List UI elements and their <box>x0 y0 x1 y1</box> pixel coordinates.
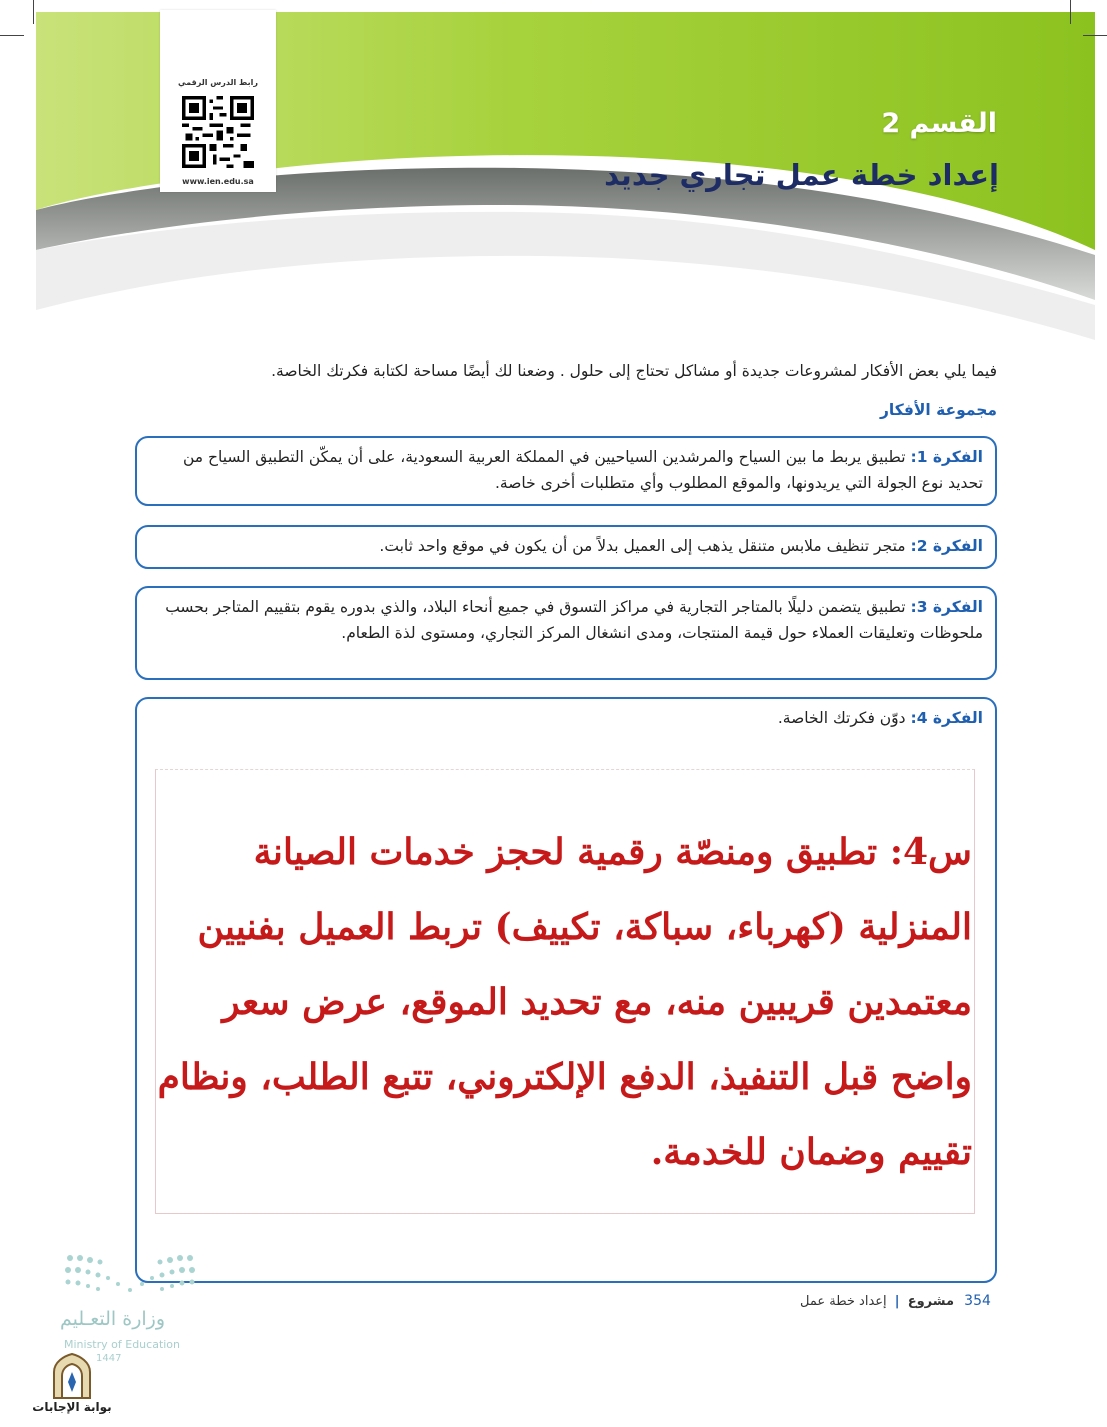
footer-chapter: إعداد خطة عمل <box>800 1294 887 1309</box>
crop-mark <box>1070 0 1071 24</box>
footer-separator: | <box>894 1294 900 1309</box>
portal-text: بوابة الإجابات <box>32 1400 112 1414</box>
section-label: القسم 2 <box>881 108 997 139</box>
crop-mark <box>33 0 34 24</box>
idea-text: تطبيق يربط ما بين السياح والمرشدين السياحيين في المملكة العربية السعودية، على أن يمكّن التطبيق السياح من تحديد نوع الجولة التي يريدونها، والموقع المطلوب وأي متطلبات أخرى خاصة. <box>182 448 983 492</box>
ideas-heading: مجموعة الأفكار <box>879 401 997 419</box>
idea-label: الفكرة 2: <box>910 537 983 555</box>
idea-label: الفكرة 4: <box>910 709 983 727</box>
page-footer <box>800 1293 991 1309</box>
crop-mark <box>1083 35 1107 36</box>
page-title: إعداد خطة عمل تجاري جديد <box>604 158 999 192</box>
ministry-dots-icon <box>60 1248 200 1308</box>
portal-watermark <box>32 1352 112 1424</box>
ministry-name-en: Ministry of Education <box>64 1338 181 1351</box>
idea-box-1 <box>135 436 997 506</box>
answer-text: س4: تطبيق ومنصّة رقمية لحجز خدمات الصيانة المنزلية (كهرباء، سباكة، تكييف) تربط العميل بفنيين معتمدين قريبين منه، مع تحديد الموقع، عرض سعر واضح قبل التنفيذ، الدفع الإلكتروني، تتبع الطلب، ونظام تقييم وضمان للخدمة. <box>157 831 972 1173</box>
qr-url[interactable]: www.ien.edu.sa <box>182 177 254 186</box>
idea-prompt: دوّن فكرتك الخاصة. <box>777 709 906 727</box>
crop-mark <box>0 35 24 36</box>
idea-text: متجر تنظيف ملابس متنقل يذهب إلى العميل بدلاً من أن يكون في موقع واحد ثابت. <box>379 537 906 555</box>
qr-card[interactable] <box>160 10 276 192</box>
intro-paragraph: فيما يلي بعض الأفكار لمشروعات جديدة أو مشاكل تحتاج إلى حلول . وضعنا لك أيضًا مساحة لكتابة فكرتك الخاصة. <box>271 362 997 380</box>
ministry-year: 1447 <box>96 1353 122 1364</box>
qr-code-icon[interactable] <box>182 96 254 168</box>
qr-label: رابط الدرس الرقمي <box>178 78 258 87</box>
ministry-logo <box>60 1248 220 1368</box>
idea-box-3 <box>135 586 997 680</box>
ministry-name-ar: وزارة التعـليم <box>60 1308 166 1330</box>
idea-box-2 <box>135 525 997 569</box>
idea-label: الفكرة 3: <box>910 598 983 616</box>
idea-text: تطبيق يتضمن دليلًا بالمتاجر التجارية في مراكز التسوق في جميع أنحاء البلاد، والذي بدوره يقوم بتقييم المتاجر بحسب ملحوظات وتعليقات العملاء حول قيمة المنتجات، ومدى انشغال المركز التجاري، ومستوى لذة الطعام. <box>165 598 983 642</box>
idea-label: الفكرة 1: <box>910 448 983 466</box>
footer-section: مشروع <box>907 1294 955 1309</box>
mosque-gate-icon <box>50 1352 94 1400</box>
page-number: 354 <box>964 1293 991 1309</box>
